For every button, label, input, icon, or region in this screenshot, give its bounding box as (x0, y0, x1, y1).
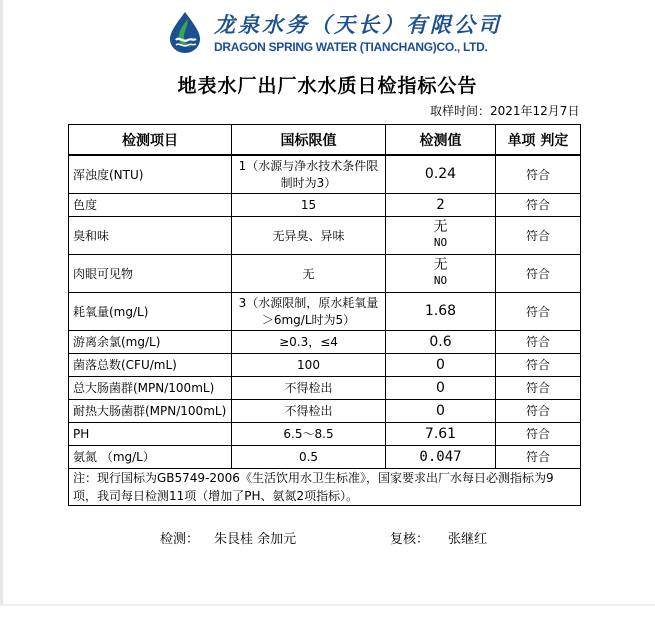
company-name-en: DRAGON SPRING WATER (TIANCHANG)CO., LTD. (214, 40, 488, 54)
cell-item: 色度 (69, 193, 232, 216)
cell-verdict: 符合 (496, 330, 581, 353)
inspectors: 朱艮桂 余加元 (214, 532, 297, 547)
cell-item: 游离余氯(mg/L) (69, 330, 232, 353)
cell-item: 耗氧量(mg/L) (69, 292, 232, 330)
table-row (69, 445, 581, 468)
page-title: 地表水厂出厂水水质日检指标公告 (177, 75, 478, 97)
cell-item: 臭和味 (69, 216, 232, 254)
header-item: 检测项目 (69, 125, 232, 156)
table-row (69, 193, 581, 216)
company-logo (166, 8, 502, 58)
cell-verdict: 符合 (496, 216, 581, 254)
cell-limit: 15 (232, 193, 386, 216)
reviewer: 张继红 (448, 532, 488, 547)
cell-limit: 无 (232, 254, 386, 292)
table-row (69, 353, 581, 376)
inspect-label: 检测： (160, 532, 200, 547)
table-row (69, 399, 581, 422)
header-value: 检测值 (386, 125, 496, 156)
company-name-cn: 龙泉水务（天长）有限公司 (214, 12, 502, 37)
cell-limit: 不得检出 (232, 399, 386, 422)
table-note: 注：现行国标为GB5749-2006《生活饮用水卫生标准》，国家要求出厂水每日必测指标为9项，我司每日检测11项（增加了PH、氨氮2项指标）。 (69, 468, 581, 505)
cell-item: 氨氮 （mg/L） (69, 445, 232, 468)
cell-value: 0 (386, 376, 496, 399)
cell-limit: 6.5～8.5 (232, 422, 386, 445)
cell-limit: 0.5 (232, 445, 386, 468)
cell-value: 0.6 (386, 330, 496, 353)
cell-value: 0 (386, 399, 496, 422)
cell-value: 0.047 (386, 445, 496, 468)
review-label: 复核： (390, 532, 430, 547)
cell-item: 浑浊度(NTU) (69, 155, 232, 193)
cell-value: 0.24 (386, 155, 496, 193)
cell-value (386, 254, 496, 292)
cell-verdict: 符合 (496, 193, 581, 216)
cell-limit: 1（水源与净水技术条件限制时为3） (232, 155, 386, 193)
table-row (69, 216, 581, 254)
header-verdict: 单项 判定 (496, 125, 581, 156)
cell-item: 肉眼可见物 (69, 254, 232, 292)
cell-verdict: 符合 (496, 155, 581, 193)
cell-value-cn: 无 (433, 257, 448, 273)
water-drop-logo-icon (166, 10, 204, 54)
cell-limit: 无异臭、异味 (232, 216, 386, 254)
cell-value: 7.61 (386, 422, 496, 445)
cell-verdict: 符合 (496, 445, 581, 468)
cell-item: 菌落总数(CFU/mL) (69, 353, 232, 376)
cell-limit: 3（水源限制，原水耗氧量＞6mg/L时为5） (232, 292, 386, 330)
cell-limit: 100 (232, 353, 386, 376)
page-bottom-edge (0, 604, 655, 606)
table-row (69, 292, 581, 330)
cell-limit: ≥0.3，≤4 (232, 330, 386, 353)
cell-value: 0 (386, 353, 496, 376)
cell-verdict: 符合 (496, 399, 581, 422)
cell-verdict: 符合 (496, 376, 581, 399)
table-header-row (69, 125, 581, 156)
cell-item: PH (69, 422, 232, 445)
table-row (69, 330, 581, 353)
table-note-row (69, 468, 581, 505)
cell-value (386, 216, 496, 254)
cell-value-cn: 无 (433, 219, 448, 235)
cell-value-en: NO (433, 274, 448, 287)
table-row (69, 376, 581, 399)
cell-limit: 不得检出 (232, 376, 386, 399)
cell-value-en: NO (433, 236, 448, 249)
water-quality-table (68, 124, 581, 506)
header-limit: 国标限值 (232, 125, 386, 156)
cell-verdict: 符合 (496, 254, 581, 292)
table-row (69, 422, 581, 445)
table-row (69, 155, 581, 193)
cell-verdict: 符合 (496, 422, 581, 445)
cell-value: 2 (386, 193, 496, 216)
table-row (69, 254, 581, 292)
cell-item: 耐热大肠菌群(MPN/100mL) (69, 399, 232, 422)
cell-verdict: 符合 (496, 353, 581, 376)
sample-time: 取样时间：2021年12月7日 (430, 104, 580, 118)
cell-item: 总大肠菌群(MPN/100mL) (69, 376, 232, 399)
cell-value: 1.68 (386, 292, 496, 330)
cell-verdict: 符合 (496, 292, 581, 330)
